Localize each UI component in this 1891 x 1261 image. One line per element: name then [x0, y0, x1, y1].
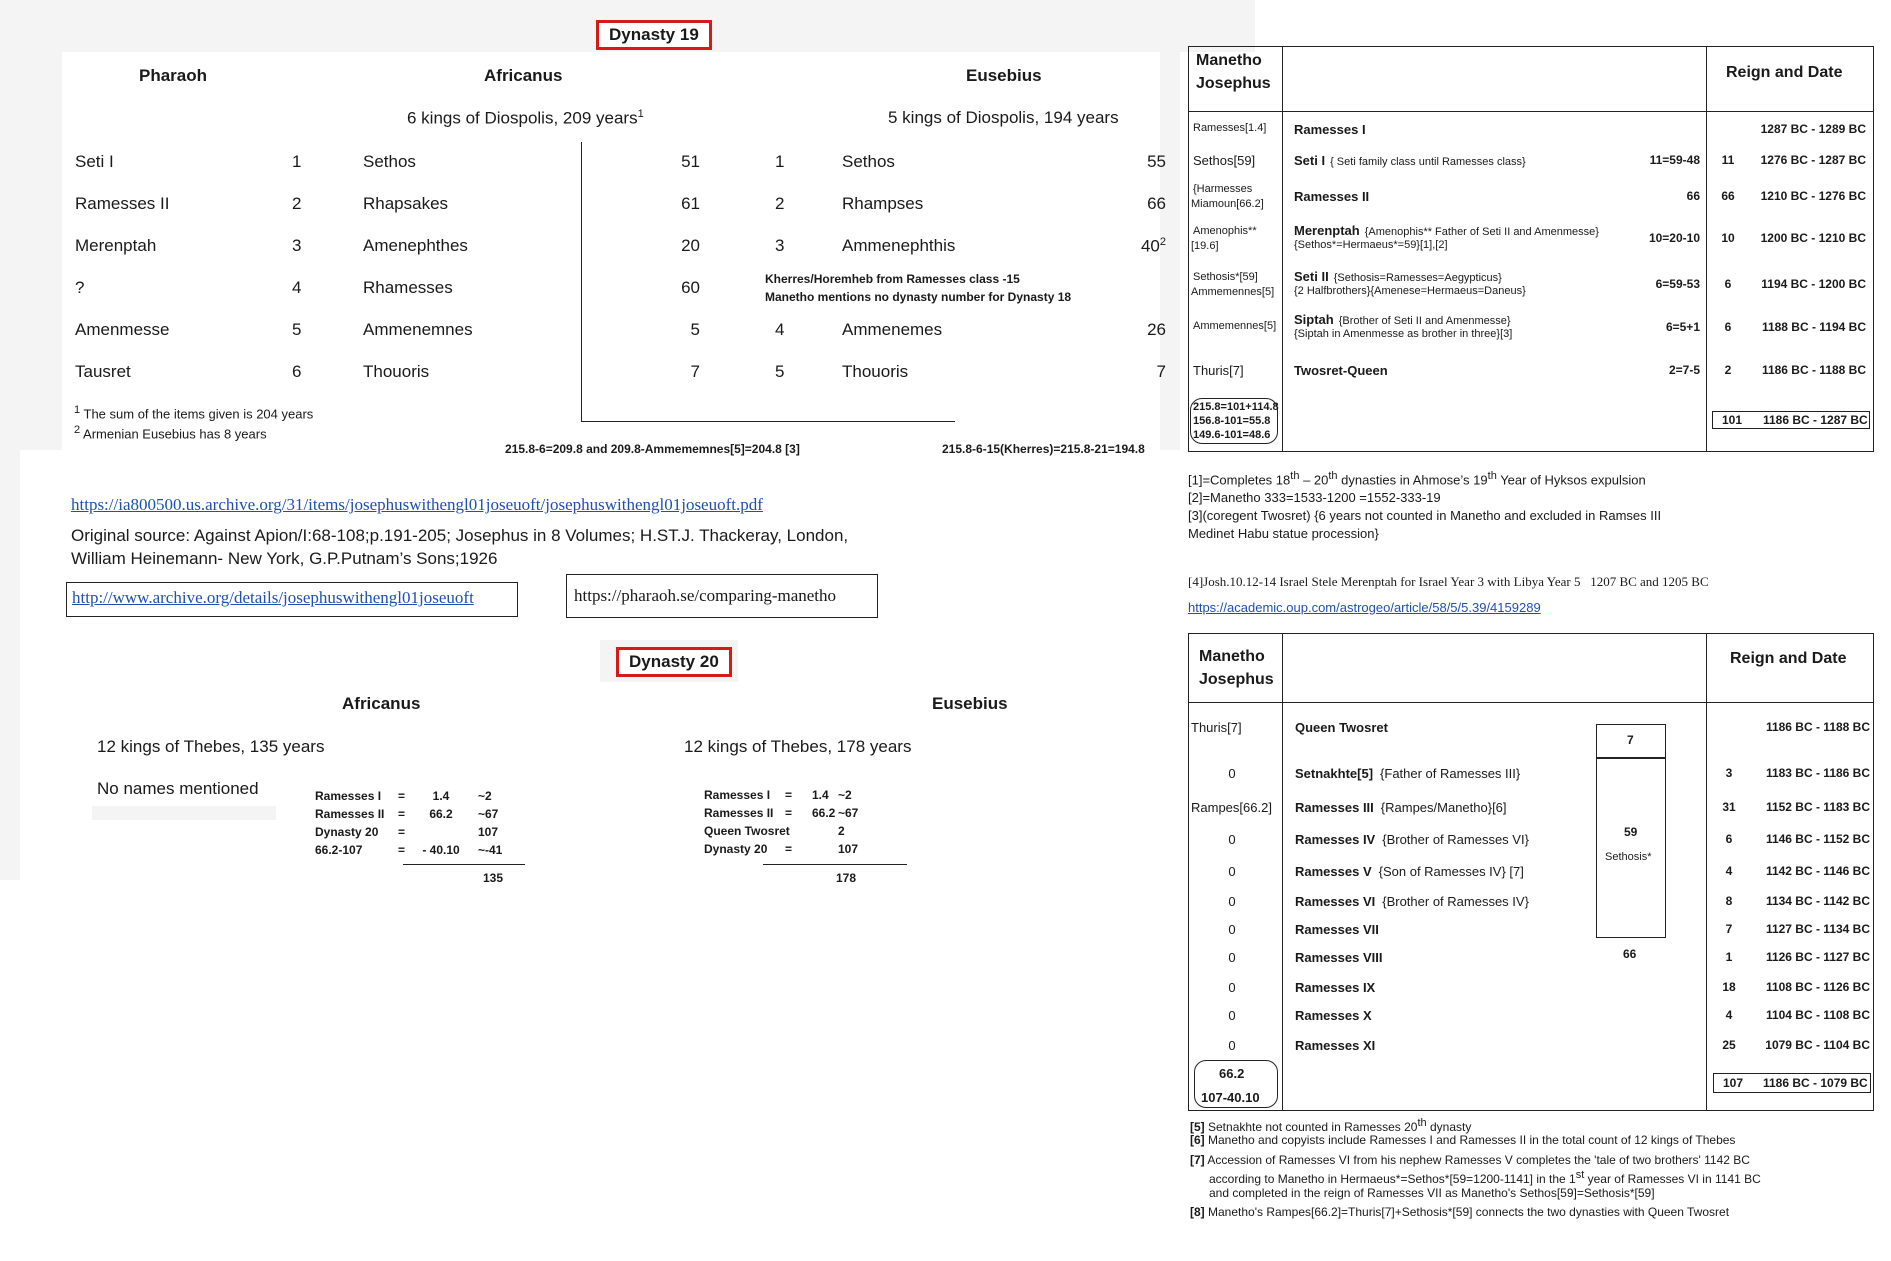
manetho-name: 0 [1228, 1008, 1236, 1023]
manetho-name: 0 [1228, 864, 1236, 879]
calc-label: Queen Twosret [704, 824, 790, 838]
africanus-name: Sethos [363, 152, 416, 171]
manetho-name: 0 [1228, 950, 1236, 965]
reign-date: 1146 BC - 1152 BC [1765, 832, 1870, 846]
t20-col1-divider [1282, 633, 1283, 1111]
africanus-years: 51 [681, 152, 700, 171]
dynasty-20-title: Dynasty 20 [616, 647, 732, 677]
josephus-name [1295, 1008, 1372, 1023]
calc-label: Ramesses I [704, 788, 771, 802]
t19-sum-1: 215.8=101+114.8 [1193, 401, 1279, 413]
calc-eq: = [398, 807, 406, 821]
pharaoh-name: Ramesses II [1294, 189, 1370, 204]
africanus-years: 61 [681, 194, 700, 213]
t19-col2-divider [1706, 46, 1707, 452]
note-7-cont2: and completed in the reign of Ramesses VII as Manetho's Sethos[59]=Sethosis*[59] [1209, 1186, 1655, 1200]
manetho-name: 0 [1228, 832, 1236, 847]
header-eusebius: Eusebius [966, 66, 1042, 85]
reign-date: 1186 BC - 1188 BC [1765, 720, 1870, 734]
pharaoh-name: Siptah [1294, 312, 1334, 327]
josephus-name [1295, 894, 1529, 909]
note-3a: [3](coregent Twosret) {6 years not counted in Manetho and excluded in Ramses III [1188, 508, 1662, 523]
calc-value: 66.2 [812, 806, 836, 820]
note-8: [8] Manetho's Rampes[66.2]=Thuris[7]+Sethosis*[59] connects the two dynasties with Queen Twosret [1190, 1205, 1730, 1219]
reign-date: 1183 BC - 1186 BC [1765, 766, 1870, 780]
eusebius-years [1118, 362, 1166, 382]
king-number: 5 [292, 320, 302, 339]
calc-value: 1.4 [812, 788, 829, 802]
calc-rounded: 107 [478, 825, 499, 839]
reign-years: 18 [1722, 980, 1736, 994]
academic-oup-link[interactable]: https://academic.oup.com/astrogeo/article/58/5/5.39/4159289 [1188, 600, 1541, 615]
eusebius-sum-line [763, 864, 907, 865]
d20-header-eusebius: Eusebius [932, 694, 1008, 713]
pharaoh-note-2: {2 Halfbrothers}{Amenese=Hermaeus=Daneus} [1294, 285, 1526, 297]
t19-sum-2: 156.8-101=55.8 [1193, 415, 1271, 427]
reign-calc: 6=5+1 [1665, 320, 1700, 334]
reign-years: 10 [1721, 231, 1735, 245]
pharaoh-name: Ramesses VII [1295, 922, 1379, 937]
calc-value: 1.4 [432, 789, 450, 803]
calc-label: Dynasty 20 [315, 825, 379, 839]
manetho-name: Amenophis** [1193, 225, 1257, 237]
reign-date: 1126 BC - 1127 BC [1765, 950, 1870, 964]
africanus-name: Thouoris [363, 362, 430, 381]
manetho-name: 0 [1228, 922, 1236, 937]
calc-eq: = [398, 825, 406, 839]
pharaoh-note: {Son of Ramesses IV} [7] [1378, 864, 1524, 879]
kherres-note: Kherres/Horemheb from Ramesses class -15 [765, 272, 1020, 286]
reign-date: 1188 BC - 1194 BC [1761, 320, 1866, 334]
pharaoh-name: Seti I [75, 152, 114, 171]
pharaoh-name: Ramesses II [75, 194, 170, 213]
note-4: [4]Josh.10.12-14 Israel Stele Merenptah for Israel Year 3 with Libya Year 5 1207 BC and 1205 BC [1188, 574, 1709, 589]
calc-label: Ramesses II [315, 807, 385, 821]
josephus-name [1295, 1038, 1375, 1053]
no-names-underlay [92, 806, 276, 820]
t19-header-manetho: Manetho [1196, 52, 1262, 69]
eusebius-subtitle: 5 kings of Diospolis, 194 years [888, 108, 1119, 127]
manetho-name-2: [19.6] [1191, 240, 1219, 252]
manetho-name: Rampes[66.2] [1191, 800, 1272, 815]
t19-header-reign: Reign and Date [1726, 64, 1843, 81]
africanus-calc: 215.8-6=209.8 and 209.8-Ammememnes[5]=204.8 [3] [505, 442, 800, 456]
africanus-name: Rhapsakes [363, 194, 449, 213]
calc-rounded: ~2 [478, 789, 492, 803]
africanus-years: 60 [681, 278, 700, 297]
left-margin [0, 52, 62, 450]
calc-value: - 40.10 [422, 843, 460, 857]
eusebius-years [1118, 194, 1166, 214]
reign-years: 25 [1722, 1038, 1736, 1052]
calc-rounded: ~67 [478, 807, 499, 821]
note-6: [6] Manetho and copyists include Ramesses I and Ramesses II in the total count of 12 kings of Thebes [1190, 1133, 1736, 1147]
eusebius-years-value: 66 [1147, 194, 1166, 213]
reign-years: 6 [1724, 277, 1732, 291]
pharaoh-name: Ramesses I [1294, 122, 1366, 137]
pharaoh-name: Twosret-Queen [1294, 363, 1388, 378]
footnote-2: $^2$ Armenian Eusebius has 8 years [74, 424, 267, 442]
pharaoh-note: {Father of Ramesses III} [1380, 766, 1521, 781]
pharaoh-note: {Brother of Ramesses VI} [1382, 832, 1529, 847]
josephus-name [1294, 269, 1502, 284]
reign-years: 4 [1725, 1008, 1733, 1022]
box-59 [1596, 758, 1666, 938]
josephus-name [1295, 950, 1382, 965]
pharaoh-note: {Brother of Ramesses IV} [1382, 894, 1529, 909]
reign-years: 8 [1725, 894, 1733, 908]
josephus-name [1294, 312, 1511, 327]
pharaoh-se-link[interactable]: https://pharaoh.se/comparing-manetho [574, 586, 837, 605]
reign-date: 1127 BC - 1134 BC [1765, 922, 1870, 936]
pharaoh-note: {Rampes/Manetho}[6] [1380, 800, 1507, 815]
pharaoh-name: Ramesses III [1295, 800, 1374, 815]
eusebius-years-value: 7 [1156, 362, 1166, 381]
calc-label: Ramesses I [315, 789, 382, 803]
reign-calc: 66 [1686, 189, 1700, 203]
king-number: 6 [292, 362, 302, 381]
king-number: 3 [292, 236, 302, 255]
manetho-name: 0 [1228, 894, 1236, 909]
t20-sum-1: 66.2 [1219, 1066, 1245, 1081]
africanus-bottom-line [581, 421, 955, 422]
pharaoh-name: Tausret [75, 362, 131, 381]
reign-date: 1186 BC - 1188 BC [1761, 363, 1866, 377]
pharaoh-name: Ramesses IV [1295, 832, 1376, 847]
reign-date: 1142 BC - 1146 BC [1765, 864, 1870, 878]
reign-years: 6 [1725, 832, 1733, 846]
manetho-name-2: Miamoun[66.2] [1191, 198, 1264, 210]
archive-details-link[interactable]: http://www.archive.org/details/josephuswithengl01joseuoft [72, 588, 474, 607]
calc-eq: = [785, 842, 793, 856]
archive-pdf-link[interactable]: https://ia800500.us.archive.org/31/items/josephuswithengl01joseuoft/josephuswithengl01joseuoft.pdf [71, 495, 763, 514]
josephus-name [1294, 153, 1526, 168]
reign-date: 1134 BC - 1142 BC [1765, 894, 1870, 908]
josephus-name [1295, 980, 1375, 995]
calc-rounded: 107 [838, 842, 859, 856]
reign-years: 4 [1725, 864, 1733, 878]
box-sethosis-label: Sethosis* [1605, 851, 1652, 863]
pharaoh-note: {Amenophis** Father of Seti II and Amenmesse} [1364, 226, 1599, 238]
no-names-note: No names mentioned [97, 779, 259, 798]
pharaoh-name: Amenmesse [75, 320, 170, 339]
t20-header-reign: Reign and Date [1730, 650, 1847, 667]
eusebius-years [1118, 152, 1166, 172]
eusebius-name: Sethos [842, 152, 895, 171]
dynasty-19-table [1188, 46, 1874, 452]
josephus-name [1295, 922, 1379, 937]
reign-years: 11 [1721, 153, 1735, 167]
box-7-label: 7 [1627, 733, 1634, 747]
note-7: [7] Accession of Ramesses VI from his nephew Ramesses V completes the 'tale of two brothers' 1142 BC [1190, 1153, 1750, 1167]
pharaoh-name: Ramesses VI [1295, 894, 1376, 909]
eusebius-years-sup: 2 [1159, 236, 1166, 248]
eusebius-number: 4 [775, 320, 785, 339]
calc-rounded: ~2 [838, 788, 852, 802]
eusebius-name: Ammenemes [842, 320, 943, 339]
josephus-name [1294, 363, 1388, 378]
reign-date: 1276 BC - 1287 BC [1760, 153, 1866, 167]
d20-header-africanus: Africanus [342, 694, 421, 713]
eusebius-years [1118, 320, 1166, 340]
pharaoh-name: Seti I [1294, 153, 1326, 168]
calc-rounded: ~67 [838, 806, 859, 820]
t19-total-date: 1186 BC - 1287 BC [1763, 413, 1868, 427]
pharaoh-name: Ramesses VIII [1295, 950, 1383, 965]
manetho-name: 0 [1228, 980, 1236, 995]
reign-date: 1287 BC - 1289 BC [1760, 122, 1866, 136]
eusebius-calc: 215.8-6-15(Kherres)=215.8-21=194.8 [942, 442, 1145, 456]
original-source-line1: Original source: Against Apion/I:68-108;p.191-205; Josephus in 8 Volumes; H.ST.J. Thackeray, London, [71, 526, 849, 545]
box-59-label: 59 [1624, 825, 1638, 839]
calc-eq: = [785, 788, 793, 802]
africanus-years: 7 [690, 362, 700, 381]
manetho-name: Thuris[7] [1193, 363, 1244, 378]
josephus-name [1295, 720, 1388, 735]
reign-calc: 11=59-48 [1649, 153, 1700, 167]
eusebius-years-value: 26 [1147, 320, 1166, 339]
calc-eq: = [398, 789, 406, 803]
box-66-label: 66 [1623, 947, 1637, 961]
africanus-subtitle: 6 kings of Diospolis, 209 years$^1$ [407, 108, 644, 128]
manetho-name: 0 [1228, 766, 1236, 781]
pharaoh-name: Ramesses V [1295, 864, 1372, 879]
d20-eusebius-subtitle: 12 kings of Thebes, 178 years [684, 737, 912, 756]
left-margin-lower [0, 450, 20, 880]
note-2: [2]=Manetho 333=1533-1200 =1552-333-19 [1188, 490, 1441, 505]
pharaoh-note-2: {Sethos*=Hermaeus*=59}[1],[2] [1294, 239, 1448, 251]
reign-years: 31 [1722, 800, 1736, 814]
king-number: 4 [292, 278, 302, 297]
original-source-line2: William Heinemann- New York, G.P.Putnam’s Sons;1926 [71, 549, 498, 568]
pharaoh-name: ? [75, 278, 85, 297]
africanus-sum-line [403, 864, 525, 865]
note-3b: Medinet Habu statue procession} [1188, 526, 1379, 541]
no-dynasty-note: Manetho mentions no dynasty number for Dynasty 18 [765, 290, 1072, 304]
eusebius-years [1118, 236, 1166, 257]
t19-sum-3: 149.6-101=48.6 [1193, 429, 1271, 441]
manetho-name-2: Ammemennes[5] [1191, 286, 1275, 298]
africanus-years: 5 [690, 320, 700, 339]
africanus-total: 135 [483, 871, 504, 885]
reign-date: 1210 BC - 1276 BC [1760, 189, 1866, 203]
josephus-name [1294, 122, 1366, 137]
t19-header-divider [1188, 111, 1874, 112]
calc-label: 66.2-107 [315, 843, 363, 857]
eusebius-number: 3 [775, 236, 785, 255]
header-africanus: Africanus [484, 66, 563, 85]
calc-rounded: 2 [838, 824, 845, 838]
josephus-name [1295, 766, 1520, 781]
pharaoh-name: Ramesses XI [1295, 1038, 1376, 1053]
africanus-name: Rhamesses [363, 278, 453, 297]
t20-header-josephus: Josephus [1199, 671, 1274, 688]
africanus-divider [581, 142, 582, 422]
josephus-name [1295, 864, 1524, 879]
calc-eq: = [398, 843, 406, 857]
t20-header-divider [1188, 702, 1874, 703]
pharaoh-name: Ramesses X [1295, 1008, 1372, 1023]
pharaoh-note-2: {Siptah in Amenmesse as brother in three}[3] [1294, 328, 1513, 340]
eusebius-total: 178 [836, 871, 857, 885]
reign-date: 1200 BC - 1210 BC [1760, 231, 1866, 245]
pharaoh-name: Setnakhte[5] [1295, 766, 1374, 781]
pharaoh-note: {Sethosis=Ramesses=Aegypticus} [1333, 272, 1502, 284]
t20-total-date: 1186 BC - 1079 BC [1763, 1076, 1868, 1090]
manetho-name: {Harmesses [1193, 183, 1253, 195]
manetho-name: Thuris[7] [1191, 720, 1242, 735]
manetho-name: Sethos[59] [1193, 153, 1256, 168]
eusebius-years-value: 55 [1147, 152, 1166, 171]
reign-years: 2 [1724, 363, 1732, 377]
t20-col2-divider [1706, 633, 1707, 1111]
footnote-1: $^1$ The sum of the items given is 204 years [74, 404, 314, 422]
t19-header-josephus: Josephus [1196, 75, 1271, 92]
pharaoh-name: Ramesses IX [1295, 980, 1376, 995]
josephus-name [1294, 189, 1369, 204]
manetho-name: Ammemennes[5] [1193, 320, 1277, 332]
calc-label: Ramesses II [704, 806, 774, 820]
josephus-name [1294, 223, 1599, 238]
pharaoh-note: { Seti family class until Ramesses class} [1330, 156, 1526, 168]
t20-header-manetho: Manetho [1199, 648, 1265, 665]
reign-years: 6 [1724, 320, 1732, 334]
calc-eq: = [785, 806, 793, 820]
note-5: [5] Setnakhte not counted in Ramesses 20th dynasty [1190, 1117, 1472, 1134]
manetho-name: Ramesses[1.4] [1193, 122, 1267, 134]
t20-total-years: 107 [1723, 1076, 1744, 1090]
manetho-name: 0 [1228, 1038, 1236, 1053]
dynasty-19-title: Dynasty 19 [596, 20, 712, 50]
eusebius-name: Thouoris [842, 362, 909, 381]
pharaoh-name: Merenptah [1294, 223, 1360, 238]
reign-date: 1152 BC - 1183 BC [1765, 800, 1870, 814]
eusebius-number: 1 [775, 152, 785, 171]
t19-col1-divider [1282, 46, 1283, 452]
reign-calc: 2=7-5 [1668, 363, 1700, 377]
t20-sum-2: 107-40.10 [1201, 1090, 1260, 1105]
calc-value: 66.2 [429, 807, 453, 821]
king-number: 2 [292, 194, 302, 213]
africanus-years: 20 [681, 236, 700, 255]
reign-years: 66 [1721, 189, 1735, 203]
reign-date: 1194 BC - 1200 BC [1761, 277, 1866, 291]
josephus-name [1295, 800, 1507, 815]
reign-date: 1104 BC - 1108 BC [1765, 1008, 1870, 1022]
reign-date: 1108 BC - 1126 BC [1765, 980, 1870, 994]
header-pharaoh: Pharaoh [139, 66, 208, 85]
josephus-name [1295, 832, 1529, 847]
d20-africanus-subtitle: 12 kings of Thebes, 135 years [97, 737, 325, 756]
reign-years: 3 [1725, 766, 1733, 780]
calc-rounded: ~-41 [478, 843, 503, 857]
note-7-cont: according to Manetho in Hermaeus*=Sethos*[59=1200-1141] in the 1st year of Ramesses VI in 1141 BC [1209, 1169, 1761, 1186]
eusebius-name: Rhampses [842, 194, 924, 213]
eusebius-number: 5 [775, 362, 785, 381]
pharaoh-name: Queen Twosret [1295, 720, 1388, 735]
eusebius-years-value: 40 [1140, 236, 1160, 256]
africanus-name: Amenephthes [363, 236, 468, 255]
reign-calc: 6=59-53 [1655, 277, 1700, 291]
pharaoh-name: Seti II [1294, 269, 1329, 284]
pharaoh-note: {Brother of Seti II and Amenmesse} [1338, 315, 1511, 327]
manetho-name: Sethosis*[59] [1193, 271, 1258, 283]
africanus-name: Ammenemnes [363, 320, 473, 339]
reign-calc: 10=20-10 [1648, 231, 1700, 245]
king-number: 1 [292, 152, 302, 171]
reign-years: 1 [1725, 950, 1733, 964]
calc-label: Dynasty 20 [704, 842, 768, 856]
pharaoh-name: Merenptah [75, 236, 157, 255]
reign-date: 1079 BC - 1104 BC [1765, 1038, 1870, 1052]
t19-total-years: 101 [1722, 413, 1743, 427]
reign-years: 7 [1725, 922, 1733, 936]
eusebius-name: Ammenephthis [842, 236, 956, 255]
note-1: [1]=Completes 18th – 20th dynasties in Ahmose’s 19th Year of Hyksos expulsion [1188, 470, 1646, 488]
eusebius-number: 2 [775, 194, 785, 213]
